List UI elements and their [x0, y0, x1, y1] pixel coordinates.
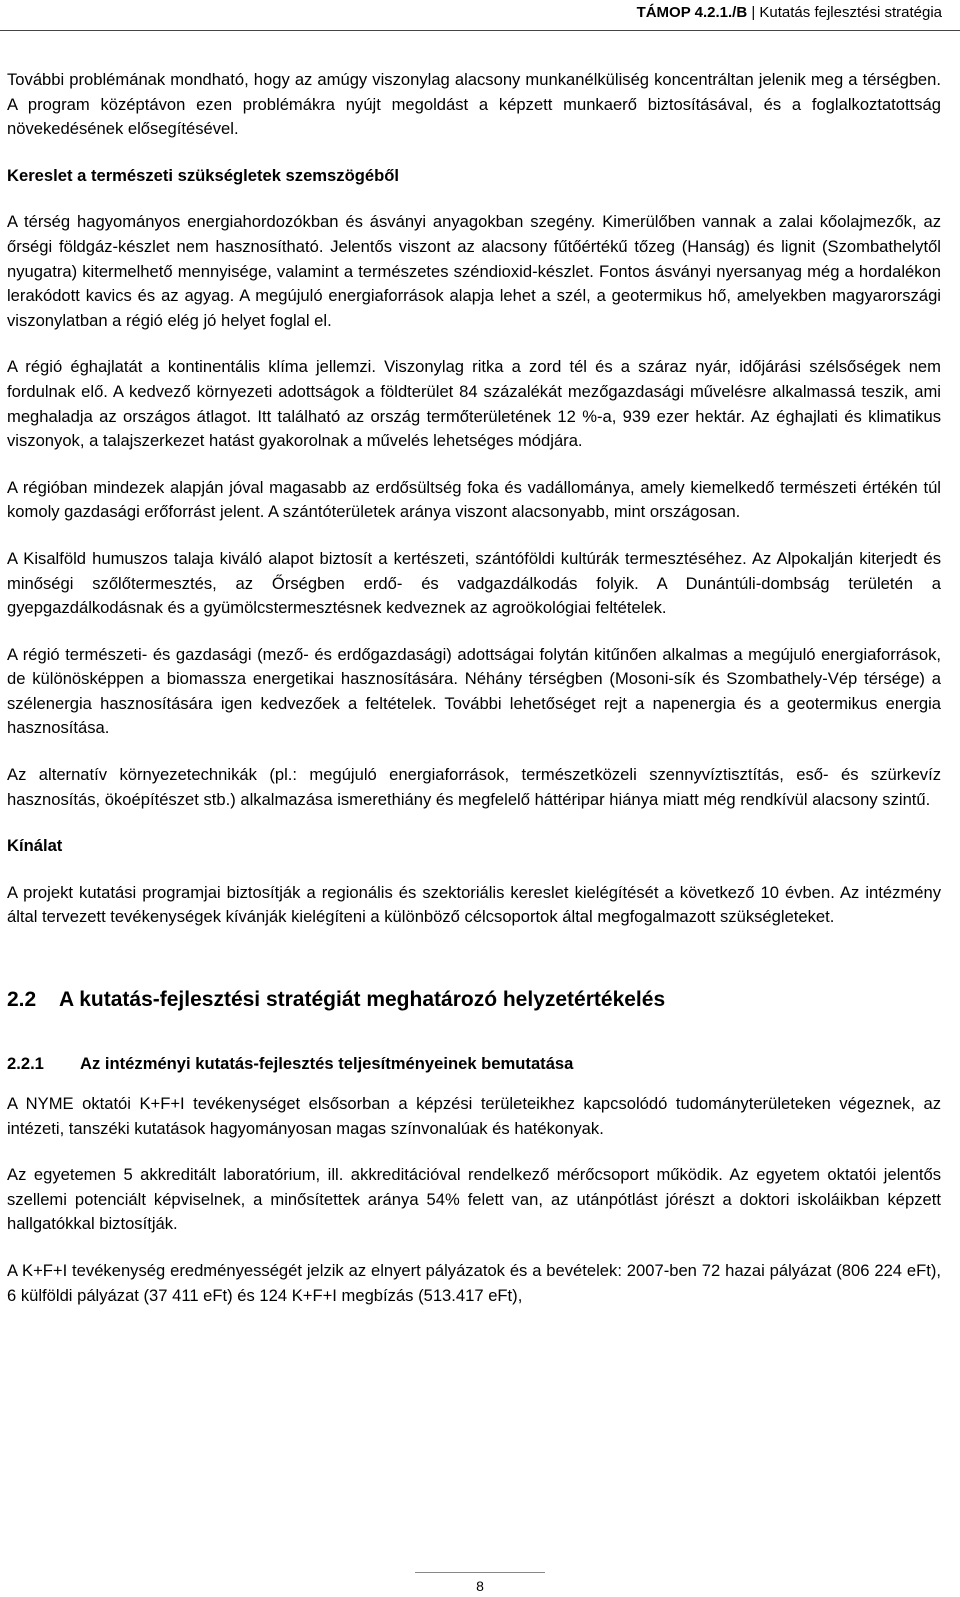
intro-paragraph: További problémának mondható, hogy az amúgy viszonylag alacsony munkanélküliség koncentráltan jelenik meg a térségben. A program középtávon ezen problémákra nyújt megoldást a képzett munkaerő biztosításával, és a foglalkoztatottság növekedésének elősegítésével. — [7, 70, 941, 139]
subchapter-paragraph-3: A K+F+I tevékenység eredményességét jelzik az elnyert pályázatok és a bevételek: 2007-ben 72 hazai pályázat (806 224 eFt), 6 külföldi pályázat (37 411 eFt) és 124 K+F+I megbízás (513.417 eFt), — [7, 1261, 941, 1305]
subchapter-heading — [7, 1052, 941, 1076]
supply-paragraph-1: A projekt kutatási programjai biztosítják a regionális és szektoriális kereslet kielégítését a következő 10 évben. Az intézmény által tervezett tevékenységek kívánják kielégíteni a különböző célcsoportok által megfogalmazott szükségleteket. — [7, 882, 941, 927]
subchapter-paragraph-1: A NYME oktatói K+F+I tevékenységet elsősorban a képzési területeikhez kapcsolódó tudományterületeken végeznek, az intézeti, tanszéki kutatások hagyományosan magas színvonalúak és hatékonyak. — [7, 1094, 941, 1138]
demand-paragraph-6: Az alternatív környezetechnikák (pl.: megújuló energiaforrások, természetközeli szennyvíztisztítás, eső- és szürkevíz hasznosítás, ökoépítészet stb.) alkalmazása ismerethiány és megfelelő háttéripar hiánya miatt még rendkívül alacsony szintű. — [7, 765, 941, 809]
demand-paragraph-2: A régió éghajlatát a kontinentális klíma jellemzi. Viszonylag ritka a zord tél és a száraz nyár, időjárási szélsőségek nem fordulnak elő. A kedvező környezeti adottságok a földterület 84 százalékát mezőgazdasági művelésre alkalmassá teszik, ami meghaladja az országos átlagot. Itt található az ország termőterületének 12 %-a, 939 ezer hektár. Az éghajlati és klimatikus viszonyok, a talajszerkezet hatást gyakorolnak a művelés lehetséges módjára. — [7, 357, 941, 451]
page-number: 8 — [476, 1578, 484, 1594]
subchapter-number: 2.2.1 — [7, 1054, 44, 1074]
header-separator: | — [751, 4, 756, 21]
header-title: Kutatás fejlesztési stratégia — [759, 4, 942, 21]
subchapter-paragraph-2: Az egyetemen 5 akkreditált laboratórium, ill. akkreditációval rendelkező mérőcsoport működik. Az egyetem oktatói jelentős szellemi potenciált képviselnek, a minősítettek aránya 54% felett van, az utánpótlást jórészt a doktori iskoláikban képzett hallgatókkal biztosítják. — [7, 1165, 941, 1234]
subchapter-title: Az intézményi kutatás-fejlesztés teljesítményeinek bemutatása — [80, 1054, 574, 1074]
chapter-heading — [7, 986, 941, 1014]
demand-paragraph-4: A Kisalföld humuszos talaja kiváló alapot biztosít a kertészeti, szántóföldi kultúrák termesztéséhez. Az Alpokalján kiterjedt és minőségi szőlőtermesztés, az Őrségben erdő- és vadgazdálkodás folyik. A Dunántúli-dombság területén a gyepgazdálkodásnak és a gyümölcstermesztésnek kedveznek az agroökológiai feltételek. — [7, 548, 941, 618]
section-heading-supply: Kínálat — [7, 836, 63, 856]
document-body — [7, 68, 941, 1308]
demand-paragraph-1: A térség hagyományos energiahordozókban és ásványi anyagokban szegény. Kimerülőben vannak a zalai kőolajmezők, az őrségi földgáz-készlet nem hasznosítható. Jelentős viszont az alacsony fűtőértékű tőzeg (Hanság) és lignit (Szombathelytől nyugatra) kitermelhető mennyisége, valamint a természetes széndioxid-készlet. Fontos ásványi nyersanyag még a hordalékon lerakódott kavics és az agyag. A megújuló energiaforrások alapja lehet a szél, a geotermikus hő, amelyekben magyarországi viszonylatban a régió elég jó helyet foglal el. — [7, 212, 941, 330]
demand-paragraph-3: A régióban mindezek alapján jóval magasabb az erdősültség foka és vadállománya, amely kiemelkedő természeti értékén túl komoly gazdasági erőforrást jelent. A szántóterületek aránya viszont alacsonyabb, mint országosan. — [7, 477, 941, 522]
section-heading-demand: Kereslet a természeti szükségletek szemszögéből — [7, 165, 399, 185]
chapter-title: A kutatás-fejlesztési stratégiát meghatározó helyzetértékelés — [59, 988, 666, 1012]
header-code: TÁMOP 4.2.1./B — [636, 4, 748, 21]
footer-divider — [415, 1572, 545, 1573]
chapter-number: 2.2 — [7, 988, 37, 1012]
header-divider — [0, 30, 960, 31]
demand-paragraph-5: A régió természeti- és gazdasági (mező- és erdőgazdasági) adottságai folytán kitűnően alkalmas a megújuló energiaforrások, de különösképpen a biomassza energetikai hasznosítására. Néhány térségben (Mosoni-sík és Szombathely-Vép térsége) a szélenergia hasznosítására igen kedvezőek a feltételek. További lehetőséget rejt a napenergia és a geotermikus energia hasznosítása. — [7, 644, 941, 738]
page-header — [242, 4, 942, 25]
